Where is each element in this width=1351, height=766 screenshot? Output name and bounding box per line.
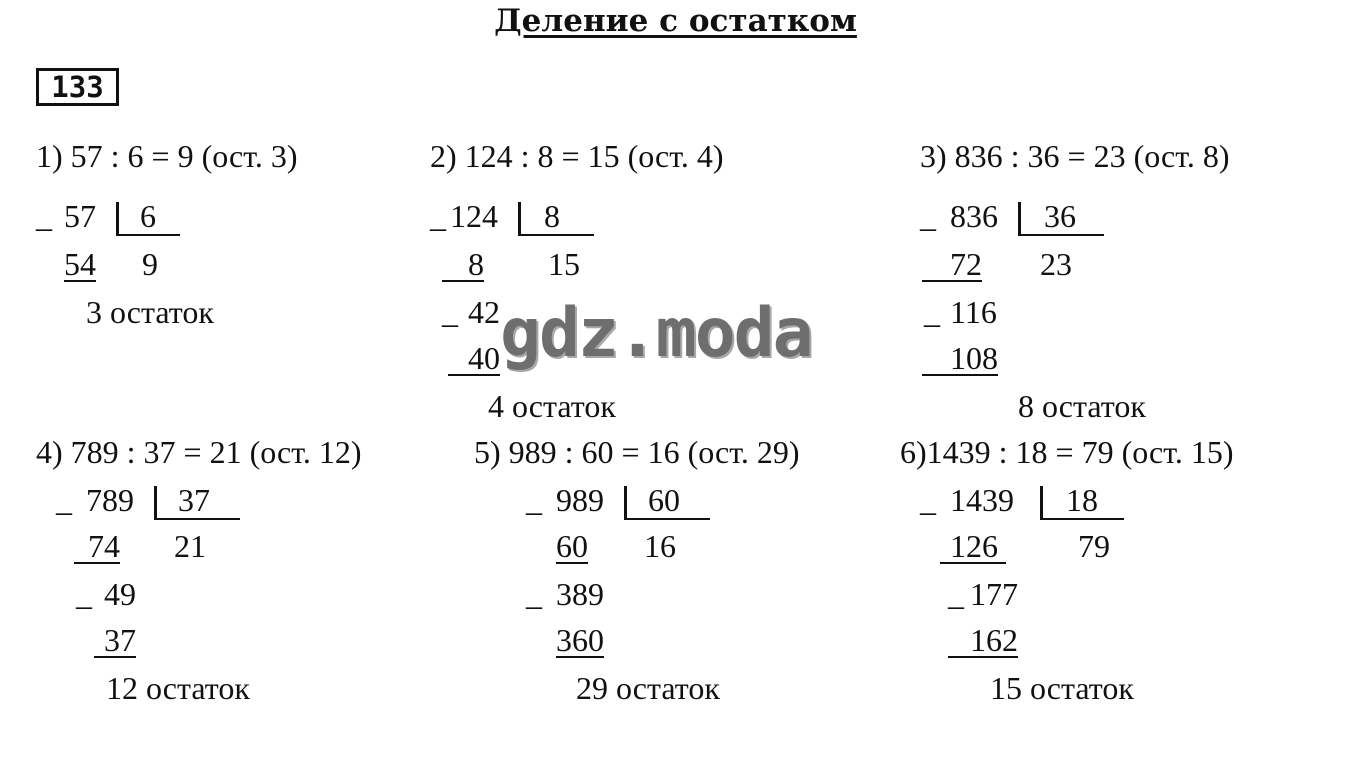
remainder-5: 29 остаток: [576, 670, 720, 706]
divisor-1: 6: [140, 198, 156, 234]
quotient-3: 23: [1040, 246, 1072, 282]
minus-sign: _: [526, 482, 542, 518]
quotient-1: 9: [142, 246, 158, 282]
divisor-underline: [116, 234, 180, 236]
dividend-2: 124: [450, 198, 498, 234]
quotient-4: 21: [174, 528, 206, 564]
divisor-4: 37: [178, 482, 210, 518]
step-4-2: 49: [104, 576, 136, 612]
dividend-1: 57: [64, 198, 96, 234]
step-5-1: 60: [556, 528, 588, 564]
step-3-1: 72: [922, 248, 982, 282]
step-6-1: 126: [940, 530, 1006, 564]
remainder-1: 3 остаток: [86, 294, 214, 330]
quotient-2: 15: [548, 246, 580, 282]
division-bar: [116, 202, 119, 236]
divisor-underline: [518, 234, 594, 236]
equation-4: 4) 789 : 37 = 21 (ост. 12): [36, 434, 362, 470]
division-bar: [1040, 486, 1043, 520]
divisor-underline: [1040, 518, 1124, 520]
divisor-underline: [624, 518, 710, 520]
divisor-underline: [154, 518, 240, 520]
dividend-6: 1439: [950, 482, 1014, 518]
division-bar: [1018, 202, 1021, 236]
step-2-3: 40: [448, 342, 500, 376]
remainder-6: 15 остаток: [990, 670, 1134, 706]
step-2-1: 8: [442, 248, 484, 282]
divisor-6: 18: [1066, 482, 1098, 518]
step-4-3: 37: [94, 624, 136, 658]
step-5-3: 360: [556, 622, 604, 658]
minus-sign: _: [526, 576, 542, 612]
quotient-6: 79: [1078, 528, 1110, 564]
equation-6: 6)1439 : 18 = 79 (ост. 15): [900, 434, 1234, 470]
division-bar: [518, 202, 521, 236]
divisor-5: 60: [648, 482, 680, 518]
step-4-1: 74: [74, 530, 120, 564]
minus-sign: _: [948, 576, 964, 612]
step-5-2: 389: [556, 576, 604, 612]
divisor-2: 8: [544, 198, 560, 234]
equation-3: 3) 836 : 36 = 23 (ост. 8): [920, 138, 1230, 174]
step-6-2: 177: [970, 576, 1018, 612]
remainder-2: 4 остаток: [488, 388, 616, 424]
minus-sign: _: [442, 294, 458, 330]
remainder-3: 8 остаток: [1018, 388, 1146, 424]
minus-sign: _: [430, 198, 446, 234]
quotient-5: 16: [644, 528, 676, 564]
page-title: Деление с остатком: [494, 3, 857, 39]
equation-5: 5) 989 : 60 = 16 (ост. 29): [474, 434, 800, 470]
minus-sign: _: [76, 576, 92, 612]
divisor-underline: [1018, 234, 1104, 236]
minus-sign: _: [56, 482, 72, 518]
minus-sign: _: [920, 482, 936, 518]
step-2-2: 42: [468, 294, 500, 330]
minus-sign: _: [920, 198, 936, 234]
step-1-1: 54: [64, 246, 96, 282]
exercise-number: 133: [36, 68, 119, 106]
dividend-3: 836: [950, 198, 998, 234]
minus-sign: _: [36, 198, 52, 234]
equation-2: 2) 124 : 8 = 15 (ост. 4): [430, 138, 724, 174]
step-6-3: 162: [948, 624, 1018, 658]
dividend-4: 789: [86, 482, 134, 518]
step-3-3: 108: [922, 342, 998, 376]
watermark-logo: gdz.moda: [500, 294, 812, 373]
dividend-5: 989: [556, 482, 604, 518]
division-bar: [624, 486, 627, 520]
division-bar: [154, 486, 157, 520]
step-3-2: 116: [950, 294, 997, 330]
divisor-3: 36: [1044, 198, 1076, 234]
remainder-4: 12 остаток: [106, 670, 250, 706]
minus-sign: _: [924, 294, 940, 330]
equation-1: 1) 57 : 6 = 9 (ост. 3): [36, 138, 298, 174]
